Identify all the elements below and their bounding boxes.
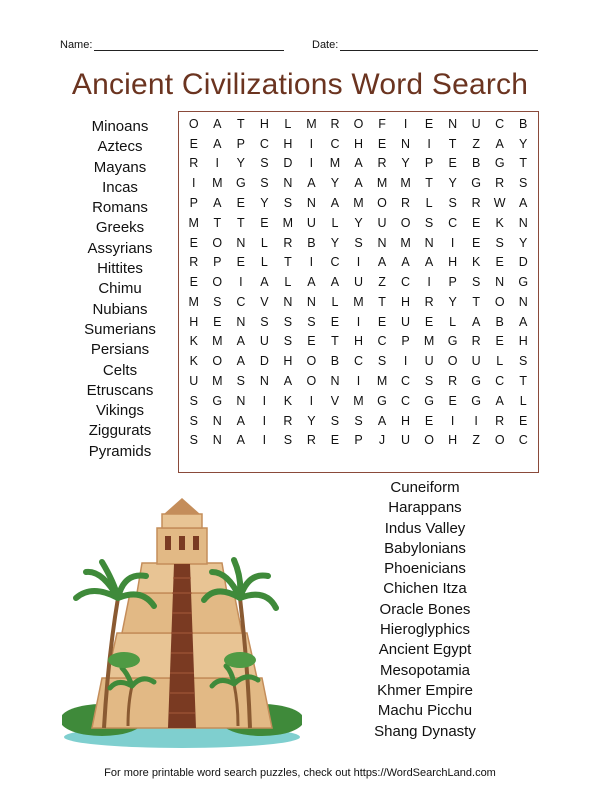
grid-letter[interactable]: S (189, 433, 198, 448)
grid-letter[interactable]: I (309, 255, 314, 270)
grid-letter[interactable]: H (353, 136, 363, 151)
grid-letter[interactable]: P (401, 334, 410, 349)
grid-letter[interactable]: N (306, 294, 316, 309)
word-list-item: Incas (102, 178, 138, 196)
grid-letter[interactable]: A (236, 413, 245, 428)
grid-letter[interactable]: T (284, 255, 292, 270)
grid-letter[interactable]: O (212, 275, 223, 290)
grid-letter[interactable]: R (283, 235, 293, 250)
word-list-item: Khmer Empire (377, 681, 473, 699)
word-list-item: Ancient Egypt (378, 641, 472, 659)
grid-letter[interactable]: Y (519, 136, 528, 151)
date-field[interactable] (312, 38, 538, 51)
grid-letter[interactable]: Z (378, 275, 386, 290)
grid-letter[interactable]: R (377, 156, 387, 171)
grid-letter[interactable]: R (448, 373, 458, 388)
name-label: Name: (60, 39, 93, 51)
grid-letter[interactable]: P (189, 195, 198, 210)
word-list-item: Chichen Itza (383, 580, 467, 598)
grid-letter[interactable]: S (330, 413, 340, 428)
grid-letter[interactable]: B (495, 314, 504, 329)
ziggurat-illustration (62, 488, 302, 750)
grid-letter[interactable]: H (259, 116, 269, 131)
grid-letter[interactable]: U (471, 116, 481, 131)
grid-letter[interactable]: O (400, 215, 411, 230)
grid-letter[interactable]: E (213, 314, 222, 329)
grid-letter[interactable]: W (493, 195, 506, 210)
grid-letter[interactable]: R (283, 413, 293, 428)
grid-letter[interactable]: I (192, 176, 196, 191)
grid-letter[interactable]: S (283, 195, 293, 210)
grid-letter[interactable]: P (424, 156, 434, 171)
grid-letter[interactable]: O (377, 195, 387, 210)
grid-letter[interactable]: G (424, 393, 434, 408)
word-list-item: Assyrians (87, 239, 153, 257)
grid-letter[interactable]: N (448, 116, 458, 131)
word-list-item: Harappans (388, 499, 462, 517)
grid-letter[interactable]: Y (330, 176, 340, 191)
word-list-item: Minoans (91, 118, 149, 135)
grid-letter[interactable]: C (259, 136, 269, 151)
grid-letter[interactable]: A (330, 275, 340, 290)
grid-letter[interactable]: G (447, 334, 458, 349)
word-list-item: Phoenicians (384, 560, 466, 578)
grid-letter[interactable]: T (425, 176, 433, 191)
page-title: Ancient Civilizations Word Search (71, 68, 529, 101)
grid-letter[interactable]: C (495, 116, 505, 131)
grid-letter[interactable]: U (424, 354, 434, 369)
grid-letter[interactable]: O (424, 433, 434, 448)
grid-letter[interactable]: T (237, 215, 245, 230)
header-fields (60, 38, 540, 54)
grid-letter[interactable]: M (353, 294, 364, 309)
grid-letter[interactable]: E (424, 314, 434, 329)
grid-letter[interactable]: S (189, 413, 198, 428)
grid-letter[interactable]: C (236, 294, 246, 309)
grid-letter[interactable]: T (519, 156, 528, 171)
word-list-item: Persians (90, 341, 150, 359)
grid-letter[interactable]: O (494, 294, 505, 309)
grid-letter[interactable]: N (377, 235, 387, 250)
grid-letter[interactable]: S (424, 373, 434, 388)
grid-letter[interactable]: I (239, 275, 243, 290)
grid-letter[interactable]: E (377, 314, 387, 329)
grid-letter[interactable]: E (236, 255, 245, 270)
grid-letter[interactable]: S (260, 156, 269, 171)
grid-letter[interactable]: A (307, 275, 316, 290)
grid-letter[interactable]: N (495, 275, 505, 290)
grid-letter[interactable]: N (401, 136, 411, 151)
grid-letter[interactable]: R (471, 195, 481, 210)
grid-letter[interactable]: H (448, 433, 458, 448)
word-list-item: Oracle Bones (379, 600, 471, 618)
grid-letter[interactable]: N (236, 393, 246, 408)
grid-letter[interactable]: S (495, 235, 504, 250)
grid-letter[interactable]: L (425, 195, 433, 210)
grid-letter[interactable]: Y (448, 294, 457, 309)
date-line[interactable] (340, 38, 538, 51)
grid-letter[interactable]: S (260, 314, 269, 329)
grid-letter[interactable]: B (519, 116, 528, 131)
grid-letter[interactable]: O (447, 354, 458, 369)
grid-letter[interactable]: C (401, 393, 411, 408)
grid-letter[interactable]: E (424, 413, 434, 428)
grid-letter[interactable]: N (283, 176, 293, 191)
grid-letter[interactable]: C (448, 215, 458, 230)
grid-letter[interactable]: E (377, 136, 387, 151)
grid-letter[interactable]: J (378, 433, 386, 448)
grid-letter[interactable]: I (427, 275, 431, 290)
word-list-item: Vikings (95, 402, 145, 420)
grid-letter[interactable]: A (471, 314, 481, 329)
grid-letter[interactable]: M (400, 235, 411, 250)
grid-letter[interactable]: M (306, 116, 317, 131)
grid-letter[interactable]: A (283, 373, 293, 388)
grid-letter[interactable]: P (448, 275, 457, 290)
grid-letter[interactable]: R (495, 176, 505, 191)
grid-letter[interactable]: I (215, 156, 220, 171)
grid-letter[interactable]: G (471, 393, 482, 408)
grid-letter[interactable]: D (259, 354, 269, 369)
grid-letter[interactable]: Y (354, 215, 363, 230)
grid-letter[interactable]: S (354, 235, 363, 250)
grid-letter[interactable]: I (262, 433, 267, 448)
grid-letter[interactable]: V (330, 393, 340, 408)
grid-letter[interactable]: B (471, 156, 481, 171)
grid-letter[interactable]: O (212, 354, 223, 369)
grid-letter[interactable]: U (471, 354, 481, 369)
grid-letter[interactable]: S (213, 294, 222, 309)
grid-letter[interactable]: E (189, 275, 198, 290)
grid-letter[interactable]: A (213, 136, 222, 151)
grid-letter[interactable]: L (331, 294, 339, 309)
grid-letter[interactable]: T (448, 136, 457, 151)
grid-letter[interactable]: Z (472, 136, 480, 151)
grid-letter[interactable]: I (356, 255, 361, 270)
grid-letter[interactable]: M (212, 373, 223, 388)
grid-letter[interactable]: I (450, 235, 455, 250)
grid-letter[interactable]: M (329, 156, 341, 171)
grid-letter[interactable]: V (260, 294, 269, 309)
grid-letter[interactable]: Y (260, 195, 269, 210)
grid-letter[interactable]: E (330, 314, 340, 329)
grid-letter[interactable]: T (331, 334, 339, 349)
grid-letter[interactable]: R (189, 255, 199, 270)
grid-letter[interactable]: S (307, 314, 316, 329)
grid-letter[interactable]: L (519, 393, 527, 408)
grid-letter[interactable]: C (353, 354, 363, 369)
word-list-item: Mayans (93, 158, 147, 176)
grid-letter[interactable]: I (427, 136, 431, 151)
grid-letter[interactable]: H (283, 136, 293, 151)
grid-letter[interactable]: S (471, 275, 481, 290)
grid-letter[interactable]: P (354, 433, 363, 448)
grid-letter[interactable]: L (260, 255, 268, 270)
footer-note: For more printable word search puzzles, check out https://WordSearchLand.com (104, 767, 496, 779)
grid-letter[interactable]: N (259, 373, 269, 388)
grid-letter[interactable]: O (494, 433, 505, 448)
grid-letter[interactable]: R (401, 195, 411, 210)
grid-letter[interactable]: A (213, 195, 222, 210)
grid-letter[interactable]: S (448, 195, 457, 210)
word-list-item: Hieroglyphics (379, 621, 471, 639)
word-list-item: Babylonians (384, 539, 466, 557)
grid-letter[interactable]: D (283, 156, 293, 171)
grid-letter[interactable]: N (306, 195, 316, 210)
grid-letter[interactable]: L (260, 235, 268, 250)
grid-letter[interactable]: U (306, 215, 316, 230)
grid-letter[interactable]: I (262, 413, 267, 428)
grid-letter[interactable]: R (306, 433, 316, 448)
grid-letter[interactable]: S (424, 215, 434, 230)
grid-letter[interactable]: C (330, 255, 340, 270)
grid-letter[interactable]: E (495, 255, 504, 270)
grid-letter[interactable]: Z (472, 433, 480, 448)
grid-letter[interactable]: G (377, 393, 387, 408)
grid-letter[interactable]: O (306, 354, 317, 369)
word-list-right (355, 478, 495, 742)
grid-letter[interactable]: U (353, 275, 363, 290)
word-list-item: Hittites (97, 260, 143, 278)
grid-letter[interactable]: A (519, 195, 528, 210)
grid-letter[interactable]: S (283, 334, 293, 349)
grid-letter[interactable]: B (307, 235, 316, 250)
grid-letter[interactable]: U (259, 334, 269, 349)
grid-letter[interactable]: Y (401, 156, 410, 171)
grid-letter[interactable]: A (236, 334, 245, 349)
grid-letter[interactable]: N (212, 413, 222, 428)
name-field[interactable] (60, 38, 284, 51)
grid-letter[interactable]: A (401, 255, 410, 270)
grid-letter[interactable]: A (354, 176, 363, 191)
grid-letter[interactable]: M (400, 176, 411, 191)
grid-letter[interactable]: K (283, 393, 293, 408)
grid-letter[interactable]: S (519, 354, 528, 369)
grid-letter[interactable]: N (424, 235, 434, 250)
grid-letter[interactable]: U (401, 433, 411, 448)
word-list-item: Greeks (95, 219, 145, 237)
grid-letter[interactable]: T (519, 373, 528, 388)
grid-letter[interactable]: L (449, 314, 457, 329)
grid-letter[interactable]: N (236, 235, 246, 250)
grid-letter[interactable]: K (189, 354, 198, 369)
grid-letter[interactable]: G (471, 176, 482, 191)
grid-letter[interactable]: L (284, 275, 292, 290)
grid-letter[interactable]: Y (519, 235, 528, 250)
grid-letter[interactable]: Y (236, 156, 245, 171)
grid-letter[interactable]: A (377, 413, 387, 428)
name-line[interactable] (94, 38, 284, 51)
grid-letter[interactable]: M (188, 294, 199, 309)
grid-letter[interactable]: M (212, 334, 223, 349)
grid-letter[interactable]: Y (330, 235, 340, 250)
grid-letter[interactable]: M (188, 215, 199, 230)
grid-letter[interactable]: O (188, 116, 199, 131)
grid-letter[interactable]: A (330, 195, 340, 210)
word-list-item: Machu Picchu (377, 702, 473, 720)
grid-letter[interactable]: P (236, 136, 245, 151)
grid-letter[interactable]: F (378, 116, 386, 131)
grid-letter[interactable]: T (472, 294, 480, 309)
grid-letter[interactable]: K (471, 255, 481, 270)
word-list-item: Shang Dynasty (374, 722, 476, 740)
grid-letter[interactable]: M (282, 215, 294, 230)
grid-letter[interactable]: A (377, 255, 387, 270)
grid-letter[interactable]: E (189, 235, 198, 250)
grid-letter[interactable]: L (284, 116, 292, 131)
grid-letter[interactable]: S (519, 176, 528, 191)
grid-letter[interactable]: S (283, 314, 293, 329)
grid-letter[interactable]: T (378, 294, 386, 309)
grid-letter[interactable]: C (401, 275, 411, 290)
grid-letter[interactable]: I (450, 413, 455, 428)
grid-letter[interactable]: U (377, 215, 387, 230)
grid-letter[interactable]: R (471, 334, 481, 349)
word-list-item: Nubians (92, 300, 148, 318)
grid-letter[interactable]: N (236, 314, 246, 329)
grid-letter[interactable]: G (494, 156, 505, 171)
grid-letter[interactable]: N (283, 294, 293, 309)
grid-letter[interactable]: H (189, 314, 199, 329)
grid-letter[interactable]: O (353, 116, 364, 131)
grid-letter[interactable]: E (424, 116, 434, 131)
grid-letter[interactable]: A (307, 176, 316, 191)
word-list-item: Mesopotamia (379, 661, 471, 679)
grid-letter[interactable]: E (189, 136, 198, 151)
word-list-item: Celts (102, 361, 138, 379)
grid-letter[interactable]: E (448, 393, 457, 408)
grid-letter[interactable]: U (189, 373, 199, 388)
grid-letter[interactable]: I (474, 413, 478, 428)
grid-letter[interactable]: E (471, 235, 481, 250)
grid-letter[interactable]: S (377, 354, 387, 369)
word-list-item: Pyramids (88, 442, 152, 460)
grid-letter[interactable]: N (518, 294, 528, 309)
grid-letter[interactable]: O (306, 373, 317, 388)
grid-letter[interactable]: I (309, 136, 314, 151)
grid-letter[interactable]: T (237, 116, 245, 131)
grid-letter[interactable]: R (424, 294, 434, 309)
grid-letter[interactable]: N (518, 215, 528, 230)
grid-letter[interactable]: L (331, 215, 339, 230)
grid-letter[interactable]: A (519, 314, 528, 329)
grid-letter[interactable]: H (448, 255, 458, 270)
grid-letter[interactable]: R (330, 116, 340, 131)
grid-letter[interactable]: I (403, 116, 408, 131)
grid-letter[interactable]: I (309, 156, 314, 171)
word-list-item: Romans (92, 199, 148, 217)
grid-letter[interactable]: E (495, 334, 504, 349)
word-list-item: Chimu (98, 280, 142, 298)
grid-letter[interactable]: S (189, 393, 198, 408)
grid-letter[interactable]: E (330, 433, 340, 448)
grid-letter[interactable]: P (213, 255, 222, 270)
grid-letter[interactable]: G (471, 373, 482, 388)
grid-letter[interactable]: M (423, 334, 435, 349)
grid-letter[interactable]: Y (448, 176, 457, 191)
grid-letter[interactable]: S (354, 413, 363, 428)
grid-letter[interactable]: H (401, 413, 411, 428)
grid-letter[interactable]: I (262, 393, 267, 408)
grid-letter[interactable]: C (518, 433, 528, 448)
grid-letter[interactable]: H (283, 354, 293, 369)
grid-letter[interactable]: I (403, 354, 408, 369)
grid-letter[interactable]: H (401, 294, 411, 309)
grid-letter[interactable]: G (235, 176, 246, 191)
grid-letter[interactable]: C (377, 334, 387, 349)
grid-letter[interactable]: M (353, 393, 364, 408)
grid-letter[interactable]: A (236, 354, 245, 369)
grid-letter[interactable]: A (495, 393, 504, 408)
grid-letter[interactable]: E (519, 413, 528, 428)
grid-letter[interactable]: A (260, 275, 269, 290)
word-list-item: Indus Valley (384, 519, 466, 537)
grid-letter[interactable]: R (495, 413, 505, 428)
grid-letter[interactable]: S (283, 433, 293, 448)
grid-letter[interactable]: C (495, 373, 505, 388)
date-label: Date: (312, 39, 339, 51)
grid-letter[interactable]: I (356, 314, 361, 329)
grid-letter[interactable]: U (401, 314, 411, 329)
grid-letter[interactable]: E (260, 215, 269, 230)
letter-grid (178, 111, 539, 473)
grid-letter[interactable]: G (212, 393, 223, 408)
grid-letter[interactable]: G (518, 275, 529, 290)
grid-letter[interactable]: I (356, 373, 361, 388)
grid-letter[interactable]: I (309, 393, 314, 408)
grid-letter[interactable]: A (354, 156, 363, 171)
grid-letter[interactable]: N (212, 433, 222, 448)
grid-letter[interactable]: M (376, 176, 388, 191)
grid-letter[interactable]: O (212, 235, 223, 250)
grid-letter[interactable]: B (330, 354, 340, 369)
grid-letter[interactable]: R (189, 156, 199, 171)
grid-letter[interactable]: E (448, 156, 457, 171)
grid-letter[interactable]: A (213, 116, 222, 131)
word-list-left (60, 117, 180, 462)
grid-letter[interactable]: C (330, 136, 340, 151)
grid-letter[interactable]: K (189, 334, 198, 349)
grid-letter[interactable]: L (496, 354, 504, 369)
grid-letter[interactable]: M (376, 373, 388, 388)
grid-letter[interactable]: S (236, 373, 245, 388)
grid-letter[interactable]: E (236, 195, 245, 210)
grid-letter[interactable]: T (213, 215, 222, 230)
grid-letter[interactable]: N (330, 373, 340, 388)
grid-letter[interactable]: A (424, 255, 434, 270)
grid-letter[interactable]: D (518, 255, 528, 270)
grid-letter[interactable]: M (212, 176, 223, 191)
grid-letter[interactable]: H (353, 334, 363, 349)
word-list-item: Aztecs (97, 138, 143, 156)
grid-letter[interactable]: S (260, 176, 269, 191)
grid-letter[interactable]: E (307, 334, 316, 349)
word-list-item: Sumerians (84, 320, 156, 338)
grid-letter[interactable]: A (495, 136, 504, 151)
grid-letter[interactable]: A (236, 433, 245, 448)
grid-letter[interactable]: K (495, 215, 504, 230)
grid-letter[interactable]: H (518, 334, 528, 349)
word-list-item: Etruscans (86, 381, 154, 399)
grid-letter[interactable]: M (353, 195, 364, 210)
word-list-item: Cuneiform (390, 479, 460, 496)
grid-letter[interactable]: C (401, 373, 411, 388)
grid-letter[interactable]: Y (307, 413, 316, 428)
word-list-item: Ziggurats (88, 422, 152, 440)
grid-letter[interactable]: E (471, 215, 481, 230)
